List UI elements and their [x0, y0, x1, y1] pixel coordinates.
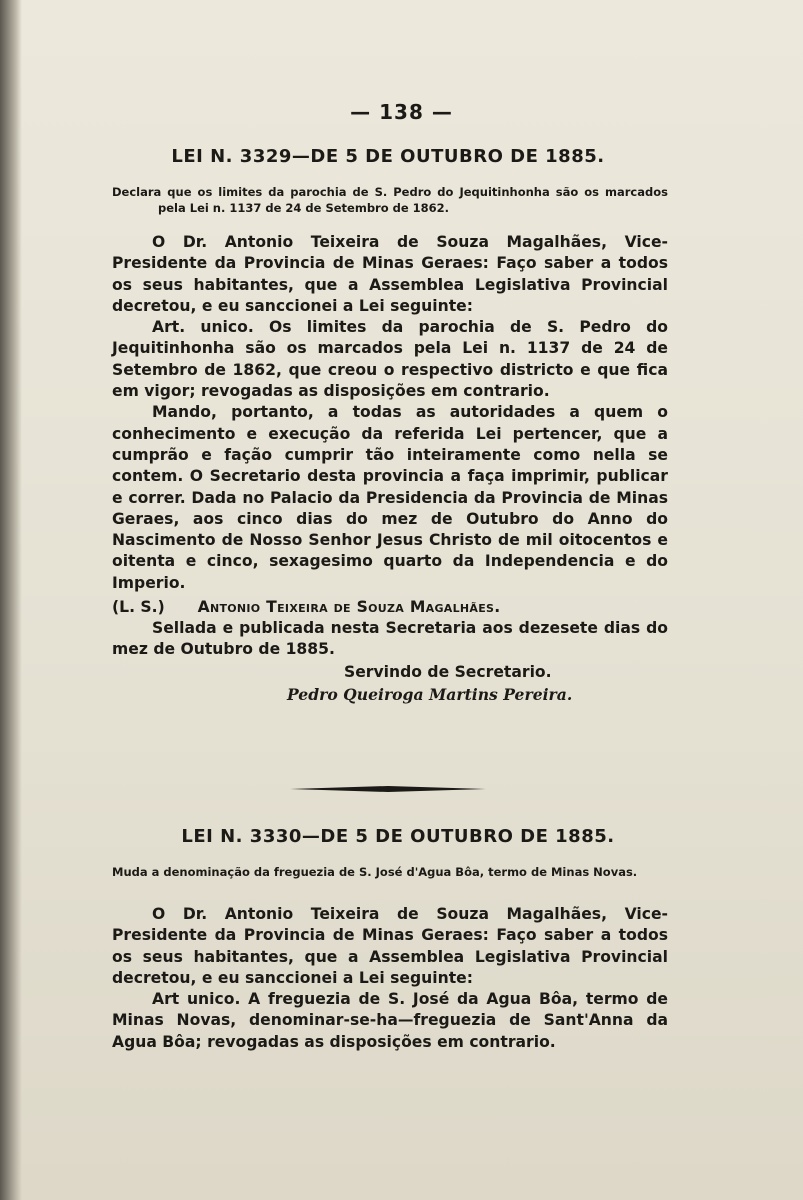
law-3330-summary-block: [112, 864, 668, 880]
law-3329-sellada: Sellada e publicada nesta Secretaria aos dezesete dias do mez de Outubro de 1885.: [112, 619, 668, 659]
law-3329-section: [112, 146, 664, 167]
page-binding-shadow: [0, 0, 22, 1200]
law-3329-preamble: O Dr. Antonio Teixeira de Souza Magalhães, Vice-Presidente da Provincia de Minas Geraes: Faço saber a todos os seus habitantes, que a Assemblea Legislativa Provincial decretou, e eu sanccionei a Lei seguinte:: [112, 233, 668, 315]
law-3330-title: LEI N. 3330—DE 5 DE OUTUBRO DE 1885.: [181, 826, 615, 847]
law-3329-summary: Declara que os limites da parochia de S. Pedro do Jequitinhonha são os marcados pela Lei n. 1137 de 24 de Setembro de 1862.: [112, 185, 668, 215]
law-3329-title: LEI N. 3329—DE 5 DE OUTUBRO DE 1885.: [171, 146, 605, 167]
law-3329-summary-block: [112, 184, 668, 216]
law-3330-preamble: O Dr. Antonio Teixeira de Souza Magalhães, Vice-Presidente da Provincia de Minas Geraes: Faço saber a todos os seus habitantes, que a Assemblea Legislativa Provincial decretou, e eu sanccionei a Lei seguinte:: [112, 905, 668, 987]
law-3330-body: [112, 904, 668, 1053]
law-3330-article: Art unico. A freguezia de S. José da Agua Bôa, termo de Minas Novas, denominar-se-ha—freguezia de Sant'Anna da Agua Bôa; revogadas as disposições em contrario.: [112, 990, 668, 1051]
secretary-name: Pedro Queiroga Martins Pereira.: [287, 684, 573, 704]
law-3329-signature-line: [112, 596, 668, 618]
law-3329-body: [112, 232, 668, 707]
seal-mark: (L. S.): [112, 598, 165, 617]
section-divider: [290, 786, 486, 792]
law-3329-mando: Mando, portanto, a todas as autoridades a quem o conhecimento e execução da referida Lei pertencer, que a cumprão e fação cumprir tão inteiramente como nella se contem. O Secretario desta provincia a faça imprimir, publicar e correr. Dada no Palacio da Presidencia da Provincia de Minas Geraes, aos cinco dias do mez de Outubro do Anno do Nascimento de Nosso Senhor Jesus Christo de mil oitocentos e oitenta e cinco, sexagesimo quarto da Independencia e do Imperio.: [112, 403, 668, 592]
law-3329-article: Art. unico. Os limites da parochia de S. Pedro do Jequitinhonha são os marcados pela Lei n. 1137 de 24 de Setembro de 1862, que creou o respectivo districto e que fica em vigor; revogadas as disposições em contrario.: [112, 318, 668, 401]
signatory-name: Antonio Teixeira de Souza Magalhães.: [197, 598, 501, 617]
law-3330-section: [112, 826, 664, 847]
page-number: — 138 —: [350, 100, 453, 124]
servindo-line: Servindo de Secretario.: [344, 662, 552, 681]
law-3330-summary: Muda a denominação da freguezia de S. José d'Agua Bôa, termo de Minas Novas.: [112, 865, 638, 879]
